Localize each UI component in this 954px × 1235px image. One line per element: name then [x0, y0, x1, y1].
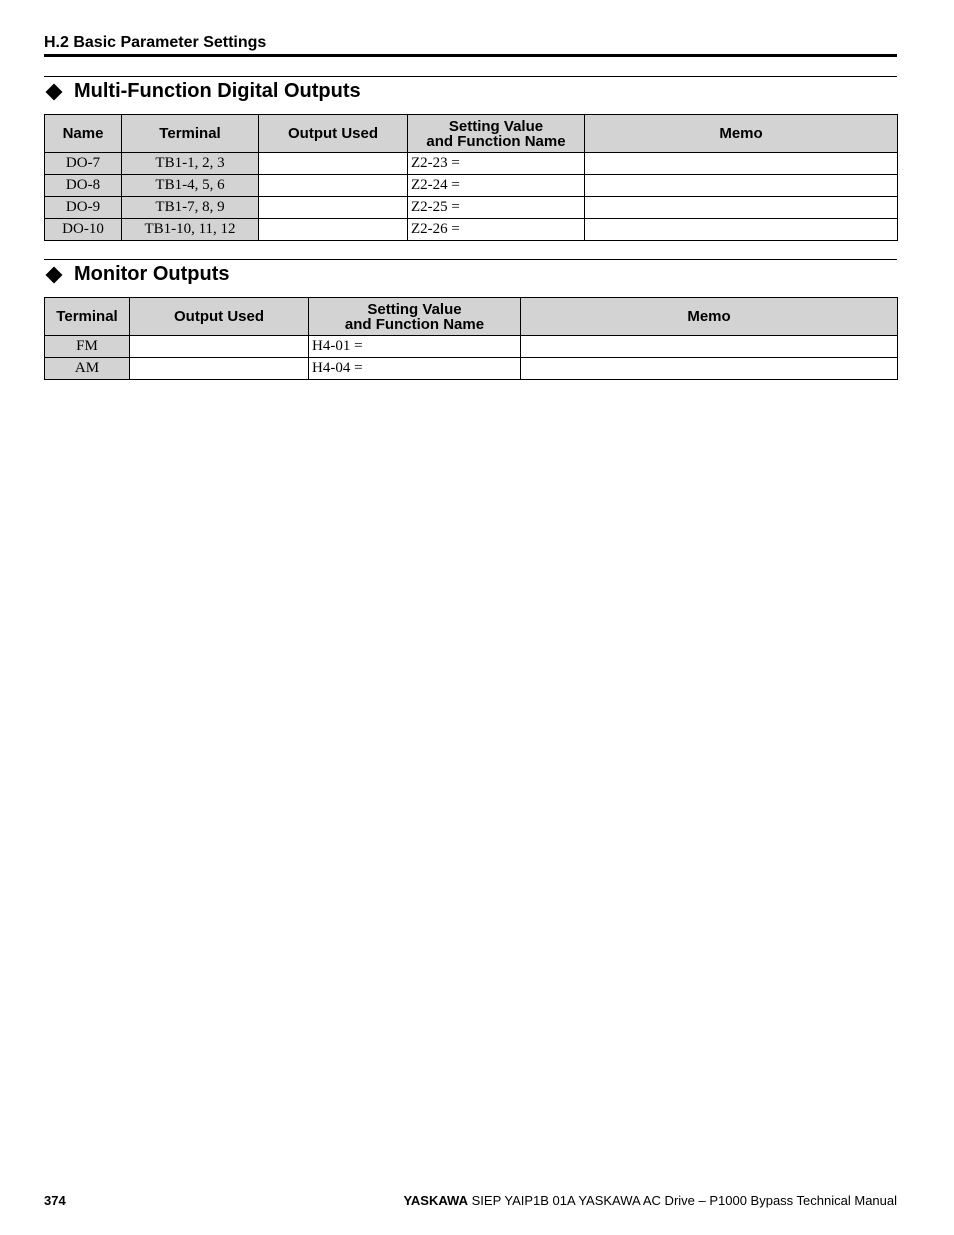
output-used-cell	[259, 175, 408, 197]
terminal-cell: TB1-1, 2, 3	[122, 153, 259, 175]
column-header-output-used: Output Used	[130, 298, 309, 336]
name-cell: DO-9	[45, 197, 122, 219]
table-row	[45, 153, 898, 175]
table-row	[45, 175, 898, 197]
diamond-bullet-icon	[46, 266, 63, 283]
footer-brand: YASKAWA	[403, 1193, 468, 1208]
table-row	[45, 197, 898, 219]
table-row	[45, 336, 898, 358]
column-header-line: Setting Value	[448, 117, 544, 135]
setting-value-cell: Z2-24 =	[408, 175, 585, 197]
table-row	[45, 358, 898, 380]
digital-outputs-table	[44, 114, 898, 241]
terminal-cell: AM	[45, 358, 130, 380]
name-cell: DO-8	[45, 175, 122, 197]
column-header-name: Name	[45, 115, 122, 153]
column-header-line: Setting Value	[367, 300, 462, 318]
memo-cell	[585, 175, 898, 197]
terminal-cell: TB1-4, 5, 6	[122, 175, 259, 197]
terminal-cell: TB1-7, 8, 9	[122, 197, 259, 219]
section-rule	[44, 76, 897, 77]
output-used-cell	[259, 219, 408, 241]
section-heading-digital-outputs	[44, 80, 361, 103]
memo-cell	[521, 336, 898, 358]
footer-title-text: SIEP YAIP1B 01A YASKAWA AC Drive – P1000 Bypass Technical Manual	[471, 1193, 897, 1208]
setting-value-cell: Z2-26 =	[408, 219, 585, 241]
column-header-line: and Function Name	[426, 132, 566, 150]
column-header-terminal: Terminal	[122, 115, 259, 153]
column-header-line: and Function Name	[344, 315, 485, 333]
setting-value-cell: Z2-23 =	[408, 153, 585, 175]
table-header-row	[45, 115, 898, 153]
section-title: Monitor Outputs	[74, 263, 230, 285]
column-header-terminal: Terminal	[45, 298, 130, 336]
page-number: 374	[44, 1193, 66, 1208]
name-cell: DO-7	[45, 153, 122, 175]
setting-value-cell: H4-01 =	[309, 336, 521, 358]
terminal-cell: TB1-10, 11, 12	[122, 219, 259, 241]
memo-cell	[585, 197, 898, 219]
table-header-row	[45, 298, 898, 336]
setting-value-cell: H4-04 =	[309, 358, 521, 380]
section-rule	[44, 259, 897, 260]
column-header-output-used: Output Used	[259, 115, 408, 153]
diamond-bullet-icon	[46, 83, 63, 100]
column-header-setting-value	[309, 298, 521, 336]
running-header: H.2 Basic Parameter Settings	[44, 34, 267, 51]
terminal-cell: FM	[45, 336, 130, 358]
setting-value-cell: Z2-25 =	[408, 197, 585, 219]
monitor-outputs-table	[44, 297, 898, 380]
output-used-cell	[130, 336, 309, 358]
output-used-cell	[259, 197, 408, 219]
memo-cell	[585, 219, 898, 241]
memo-cell	[585, 153, 898, 175]
section-title: Multi-Function Digital Outputs	[74, 80, 361, 102]
column-header-memo: Memo	[521, 298, 898, 336]
column-header-setting-value	[408, 115, 585, 153]
name-cell: DO-10	[45, 219, 122, 241]
footer-manual-title	[403, 1193, 897, 1208]
output-used-cell	[130, 358, 309, 380]
header-rule	[44, 54, 897, 57]
table-row	[45, 219, 898, 241]
output-used-cell	[259, 153, 408, 175]
column-header-memo: Memo	[585, 115, 898, 153]
memo-cell	[521, 358, 898, 380]
section-heading-monitor-outputs	[44, 263, 230, 286]
